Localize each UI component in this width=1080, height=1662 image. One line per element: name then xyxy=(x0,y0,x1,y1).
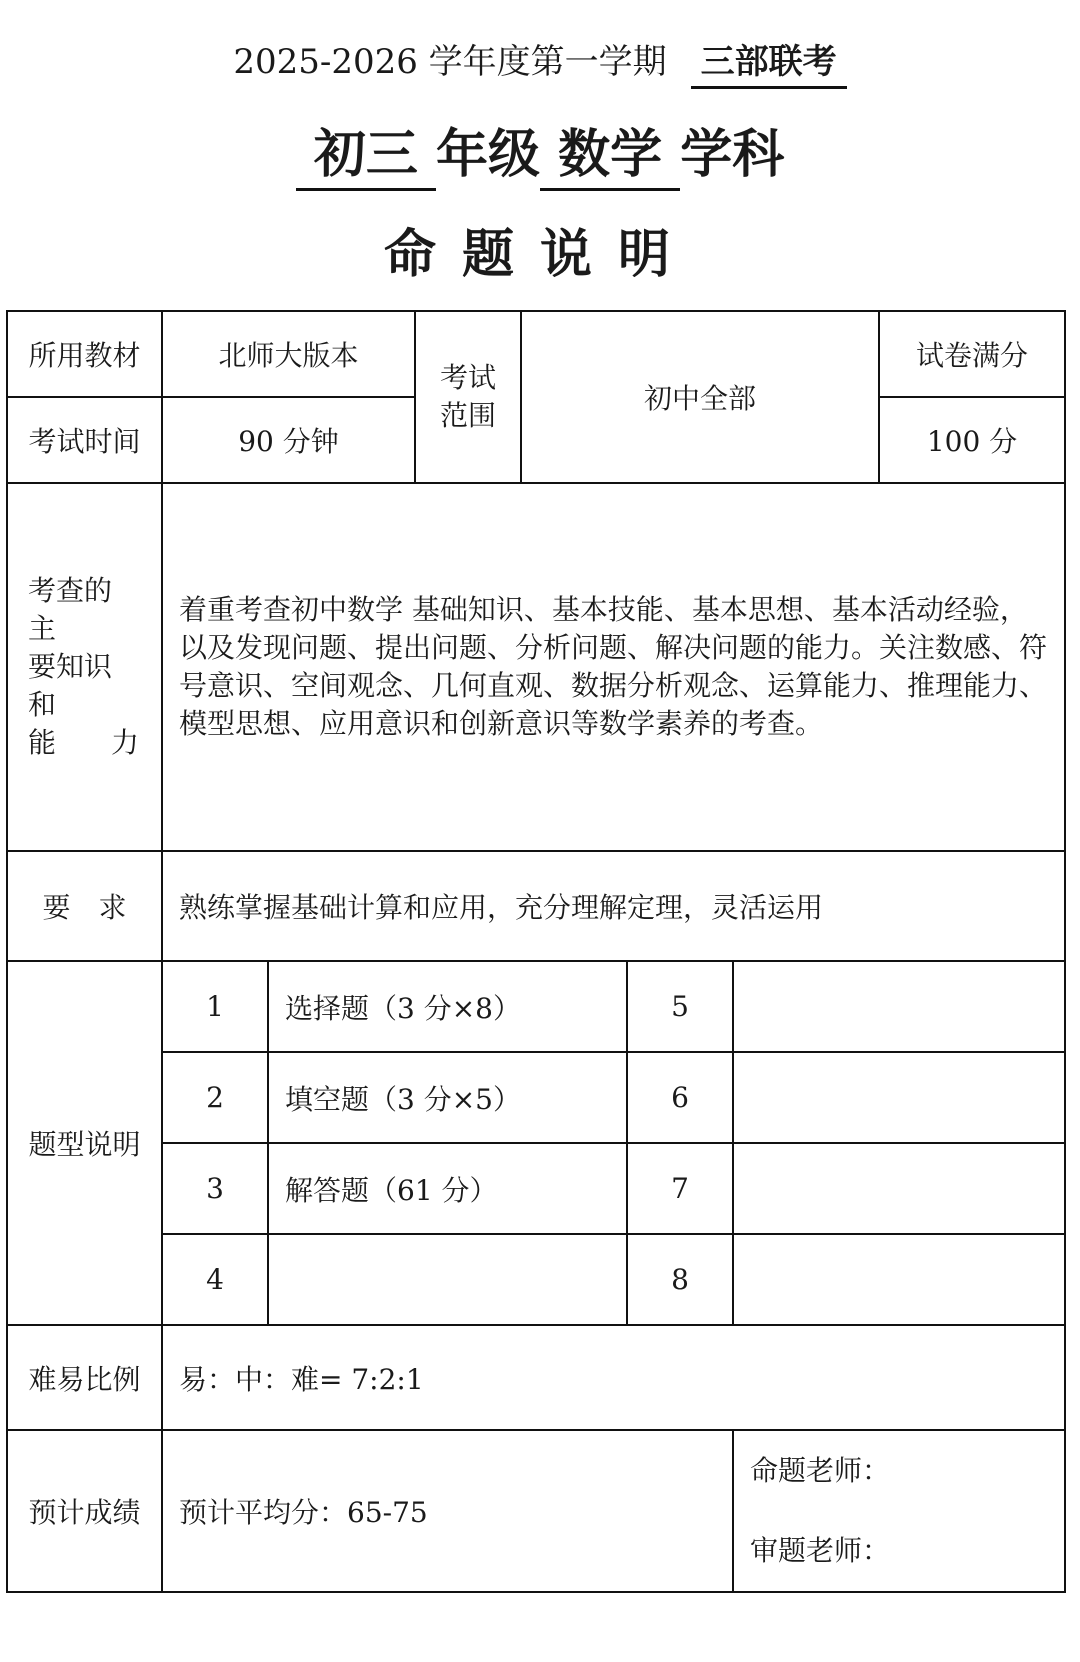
question-desc xyxy=(733,1052,1065,1143)
header-line-1 xyxy=(0,32,1080,92)
question-number: 2 xyxy=(162,1052,268,1143)
time-value: 90 分钟 xyxy=(162,397,415,483)
question-desc: 选择题（3 分×8） xyxy=(268,961,627,1052)
subject-underlined xyxy=(540,122,680,191)
question-type-row xyxy=(7,1234,1065,1325)
grade-value: 初三 xyxy=(313,124,418,185)
knowledge-text: 着重考查初中数学 基础知识、基本技能、基本思想、基本活动经验，以及发现问题、提出问题、分析问题、解决问题的能力。关注数感、符号意识、空间观念、几何直观、数据分析观念、运算能力、推理能力、模型思想、应用意识和创新意识等数学素养的考查。 xyxy=(162,483,1065,851)
question-number: 8 xyxy=(627,1234,733,1325)
knowledge-label-line1: 考查的主 xyxy=(28,574,113,645)
header-line-2 xyxy=(0,115,1080,195)
exam-name: 三部联考 xyxy=(691,38,847,89)
question-number: 6 xyxy=(627,1052,733,1143)
knowledge-label-line3 xyxy=(28,724,139,762)
question-desc: 解答题（61 分） xyxy=(268,1143,627,1234)
textbook-label: 所用教材 xyxy=(7,311,162,397)
subject-value: 数学 xyxy=(558,124,663,185)
subject-suffix: 学科 xyxy=(680,124,785,185)
difficulty-text: 易：中：难= 7:2:1 xyxy=(162,1325,1065,1430)
row-requirements xyxy=(7,851,1065,961)
knowledge-label xyxy=(7,483,162,851)
question-types-label: 题型说明 xyxy=(7,961,162,1325)
question-type-row xyxy=(7,1052,1065,1143)
row-difficulty xyxy=(7,1325,1065,1430)
question-desc xyxy=(268,1234,627,1325)
question-type-row xyxy=(7,1143,1065,1234)
question-number: 1 xyxy=(162,961,268,1052)
row-textbook xyxy=(7,311,1065,397)
question-desc: 填空题（3 分×5） xyxy=(268,1052,627,1143)
question-number: 7 xyxy=(627,1143,733,1234)
teachers-cell xyxy=(733,1430,1065,1592)
reviewer-label: 审题老师： xyxy=(750,1534,891,1567)
question-desc xyxy=(733,961,1065,1052)
textbook-value: 北师大版本 xyxy=(162,311,415,397)
difficulty-label: 难易比例 xyxy=(7,1325,162,1430)
row-knowledge xyxy=(7,483,1065,851)
question-type-row xyxy=(7,961,1065,1052)
question-desc xyxy=(733,1234,1065,1325)
expected-text: 预计平均分：65-75 xyxy=(162,1430,733,1592)
scope-label-line2: 范围 xyxy=(440,399,497,432)
row-expected xyxy=(7,1430,1065,1592)
setter-label: 命题老师： xyxy=(750,1454,891,1487)
question-desc xyxy=(733,1143,1065,1234)
knowledge-label-line3b: 力 xyxy=(110,726,139,759)
requirements-text: 熟练掌握基础计算和应用，充分理解定理，灵活运用 xyxy=(162,851,1065,961)
score-label: 试卷满分 xyxy=(879,311,1065,397)
knowledge-label-line3a: 能 xyxy=(28,726,57,759)
scope-label-line1: 考试 xyxy=(440,361,497,394)
scope-value: 初中全部 xyxy=(521,311,879,483)
grade-underlined xyxy=(296,122,436,191)
question-number: 5 xyxy=(627,961,733,1052)
exam-spec-table xyxy=(6,310,1066,1593)
grade-suffix: 年级 xyxy=(435,124,540,185)
scope-label xyxy=(415,311,521,483)
requirements-label: 要 求 xyxy=(7,851,162,961)
expected-label: 预计成绩 xyxy=(7,1430,162,1592)
time-label: 考试时间 xyxy=(7,397,162,483)
semester-text: 2025-2026 学年度第一学期 xyxy=(233,42,667,82)
question-number: 3 xyxy=(162,1143,268,1234)
knowledge-label-line2: 要知识和 xyxy=(28,650,113,721)
document-title: 命题说明 xyxy=(383,224,696,285)
score-value: 100 分 xyxy=(879,397,1065,483)
question-number: 4 xyxy=(162,1234,268,1325)
